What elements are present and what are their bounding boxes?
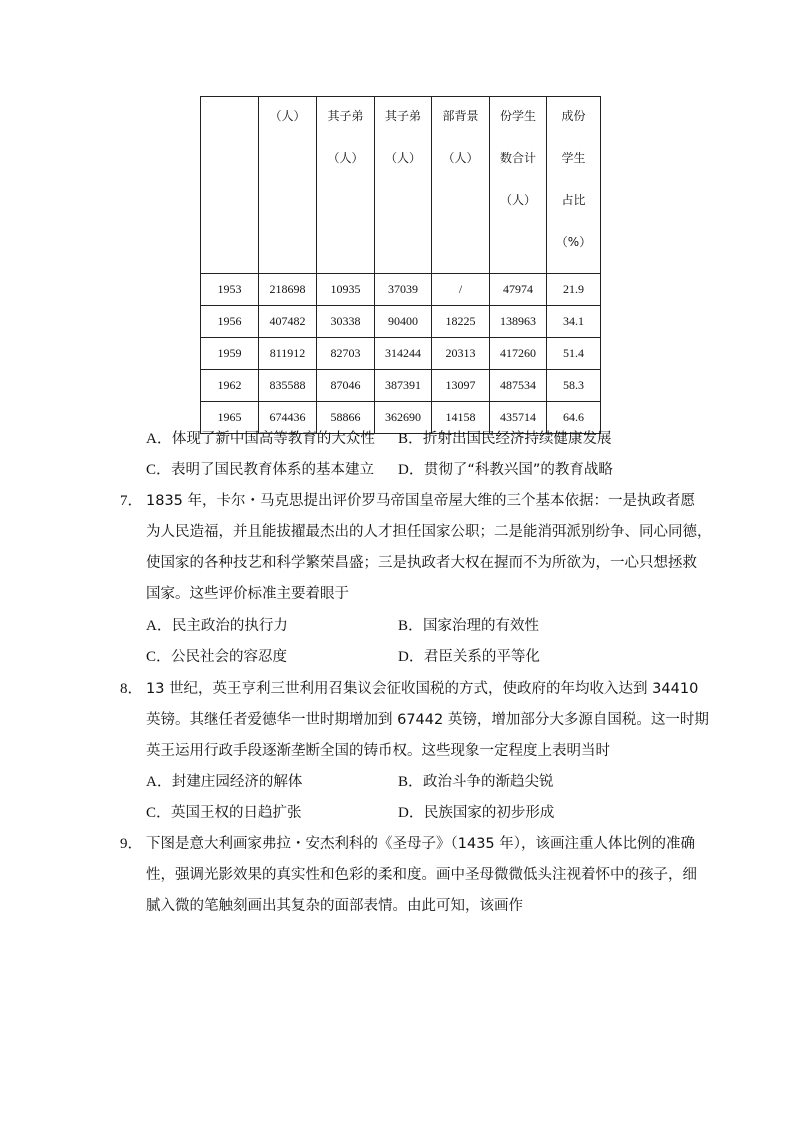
option-letter: B． bbox=[398, 774, 424, 790]
option-letter: C． bbox=[146, 462, 172, 478]
table-cell: 1956 bbox=[201, 306, 259, 338]
table-cell: 1953 bbox=[201, 274, 259, 306]
header-cell bbox=[490, 97, 547, 274]
table-cell: 82703 bbox=[317, 338, 375, 370]
header-text: 成份 bbox=[561, 109, 586, 123]
option-text: 政治斗争的渐趋尖锐 bbox=[423, 774, 554, 790]
table-cell: 64.6 bbox=[547, 402, 601, 434]
table-cell: 1962 bbox=[201, 370, 259, 402]
data-table bbox=[200, 96, 601, 434]
header-text: 其子弟 bbox=[384, 109, 421, 123]
option-text: 君臣关系的平等化 bbox=[423, 649, 540, 665]
q6-option-d[interactable] bbox=[398, 460, 613, 480]
table-cell: 1965 bbox=[201, 402, 259, 434]
header-text: 数合计 bbox=[499, 151, 536, 165]
table-cell: 10935 bbox=[317, 274, 375, 306]
header-cell bbox=[375, 97, 432, 274]
q9-stem-line: 下图是意大利画家弗拉・安杰利科的《圣母子》（1435 年），该画注重人体比例的准确 bbox=[146, 836, 696, 852]
q8-option-c[interactable] bbox=[146, 803, 302, 823]
q7-stem-line: 1835 年，卡尔・马克思提出评价罗马帝国皇帝屋大维的三个基本依据：一是执政者愿 bbox=[146, 493, 696, 509]
table-cell: 407482 bbox=[259, 306, 317, 338]
header-text: 部背景 bbox=[442, 109, 479, 123]
header-cell bbox=[259, 97, 317, 274]
table-cell: 87046 bbox=[317, 370, 375, 402]
question-number: 8． bbox=[120, 681, 143, 697]
option-letter: A． bbox=[146, 774, 172, 790]
q6-option-b[interactable] bbox=[398, 429, 612, 449]
q8-stem-line: 英王运用行政手段逐渐垄断全国的铸币权。这些现象一定程度上表明当时 bbox=[146, 743, 610, 759]
table-cell: 674436 bbox=[259, 402, 317, 434]
q7-stem-line: 使国家的各种技艺和科学繁荣昌盛；三是执政者大权在握而不为所欲为，一心只想拯救 bbox=[146, 555, 697, 571]
question-number: 7． bbox=[120, 493, 143, 509]
option-letter: B． bbox=[398, 431, 424, 447]
option-letter: B． bbox=[398, 618, 424, 634]
option-text: 民族国家的初步形成 bbox=[423, 805, 555, 821]
q6-option-a[interactable] bbox=[146, 429, 375, 449]
q7-option-c[interactable] bbox=[146, 647, 287, 667]
q8-option-b[interactable] bbox=[398, 772, 554, 792]
header-text: （人） bbox=[327, 151, 364, 165]
option-text: 公民社会的容忍度 bbox=[171, 649, 288, 665]
table-cell: 47974 bbox=[490, 274, 547, 306]
table-cell: 13097 bbox=[432, 370, 490, 402]
table-cell: 21.9 bbox=[547, 274, 601, 306]
table-cell: 811912 bbox=[259, 338, 317, 370]
table-row bbox=[201, 370, 601, 402]
table-cell: 30338 bbox=[317, 306, 375, 338]
table-cell: 314244 bbox=[375, 338, 432, 370]
q9-stem-line: 腻入微的笔触刻画出其复杂的面部表情。由此可知，该画作 bbox=[146, 898, 523, 914]
option-letter: A． bbox=[146, 431, 172, 447]
header-text: （人） bbox=[442, 151, 479, 165]
table-cell: 435714 bbox=[490, 402, 547, 434]
q7-option-d[interactable] bbox=[398, 647, 540, 667]
table-cell: / bbox=[432, 274, 490, 306]
q7-stem-line: 国家。这些评价标准主要着眼于 bbox=[146, 586, 349, 602]
table-cell: 417260 bbox=[490, 338, 547, 370]
header-text: （人） bbox=[269, 109, 306, 123]
option-letter: D． bbox=[398, 649, 424, 665]
q8-option-d[interactable] bbox=[398, 803, 554, 823]
q6-option-c[interactable] bbox=[146, 460, 374, 480]
option-text: 折射出国民经济持续健康发展 bbox=[423, 431, 612, 447]
option-letter: D． bbox=[398, 462, 424, 478]
q7-option-b[interactable] bbox=[398, 616, 539, 636]
table-cell: 90400 bbox=[375, 306, 432, 338]
table-header-row bbox=[201, 97, 601, 274]
table-cell: 387391 bbox=[375, 370, 432, 402]
header-text: 份学生 bbox=[499, 109, 536, 123]
option-letter: C． bbox=[146, 649, 172, 665]
q8-option-a[interactable] bbox=[146, 772, 302, 792]
table-cell: 835588 bbox=[259, 370, 317, 402]
option-text: 民主政治的执行力 bbox=[171, 618, 288, 634]
option-text: 表明了国民教育体系的基本建立 bbox=[171, 462, 375, 478]
q7-option-a[interactable] bbox=[146, 616, 288, 636]
header-cell bbox=[317, 97, 375, 274]
option-letter: A． bbox=[146, 618, 172, 634]
question-number: 9． bbox=[120, 836, 143, 852]
table-cell: 37039 bbox=[375, 274, 432, 306]
table-row bbox=[201, 338, 601, 370]
header-text: （%） bbox=[555, 235, 592, 249]
table-cell: 362690 bbox=[375, 402, 432, 434]
table-cell: 20313 bbox=[432, 338, 490, 370]
option-letter: D． bbox=[398, 805, 424, 821]
table-row bbox=[201, 306, 601, 338]
header-text: （人） bbox=[384, 151, 421, 165]
table-cell: 34.1 bbox=[547, 306, 601, 338]
table-cell: 58.3 bbox=[547, 370, 601, 402]
option-letter: C． bbox=[146, 805, 172, 821]
table-cell: 51.4 bbox=[547, 338, 601, 370]
table-cell: 138963 bbox=[490, 306, 547, 338]
header-cell bbox=[547, 97, 601, 274]
option-text: 贯彻了“科教兴国”的教育战略 bbox=[423, 462, 613, 478]
q9-stem-line: 性，强调光影效果的真实性和色彩的柔和度。画中圣母微微低头注视着怀中的孩子，细 bbox=[146, 867, 697, 883]
table-cell: 487534 bbox=[490, 370, 547, 402]
header-text: 学生 bbox=[561, 151, 586, 165]
table-cell: 18225 bbox=[432, 306, 490, 338]
table-cell: 218698 bbox=[259, 274, 317, 306]
q8-stem-line: 英镑。其继任者爱德华一世时期增加到 67442 英镑，增加部分大多源自国税。这一时期 bbox=[146, 712, 709, 728]
q7-stem-line: 为人民造福，并且能拔擢最杰出的人才担任国家公职；二是能消弭派别纷争、同心同德， bbox=[146, 524, 712, 540]
header-cell bbox=[432, 97, 490, 274]
table-cell: 1959 bbox=[201, 338, 259, 370]
q8-stem-line: 13 世纪，英王亨利三世利用召集议会征收国税的方式，使政府的年均收入达到 34410 bbox=[146, 681, 699, 697]
header-text: 占比 bbox=[561, 193, 586, 207]
table-cell: 58866 bbox=[317, 402, 375, 434]
table-row bbox=[201, 274, 601, 306]
header-text: （人） bbox=[499, 193, 536, 207]
option-text: 封建庄园经济的解体 bbox=[171, 774, 303, 790]
option-text: 国家治理的有效性 bbox=[423, 618, 540, 634]
option-text: 体现了新中国高等教育的大众性 bbox=[171, 431, 375, 447]
option-text: 英国王权的日趋扩张 bbox=[171, 805, 302, 821]
header-cell bbox=[201, 97, 259, 274]
header-text: 其子弟 bbox=[327, 109, 364, 123]
table-cell: 14158 bbox=[432, 402, 490, 434]
